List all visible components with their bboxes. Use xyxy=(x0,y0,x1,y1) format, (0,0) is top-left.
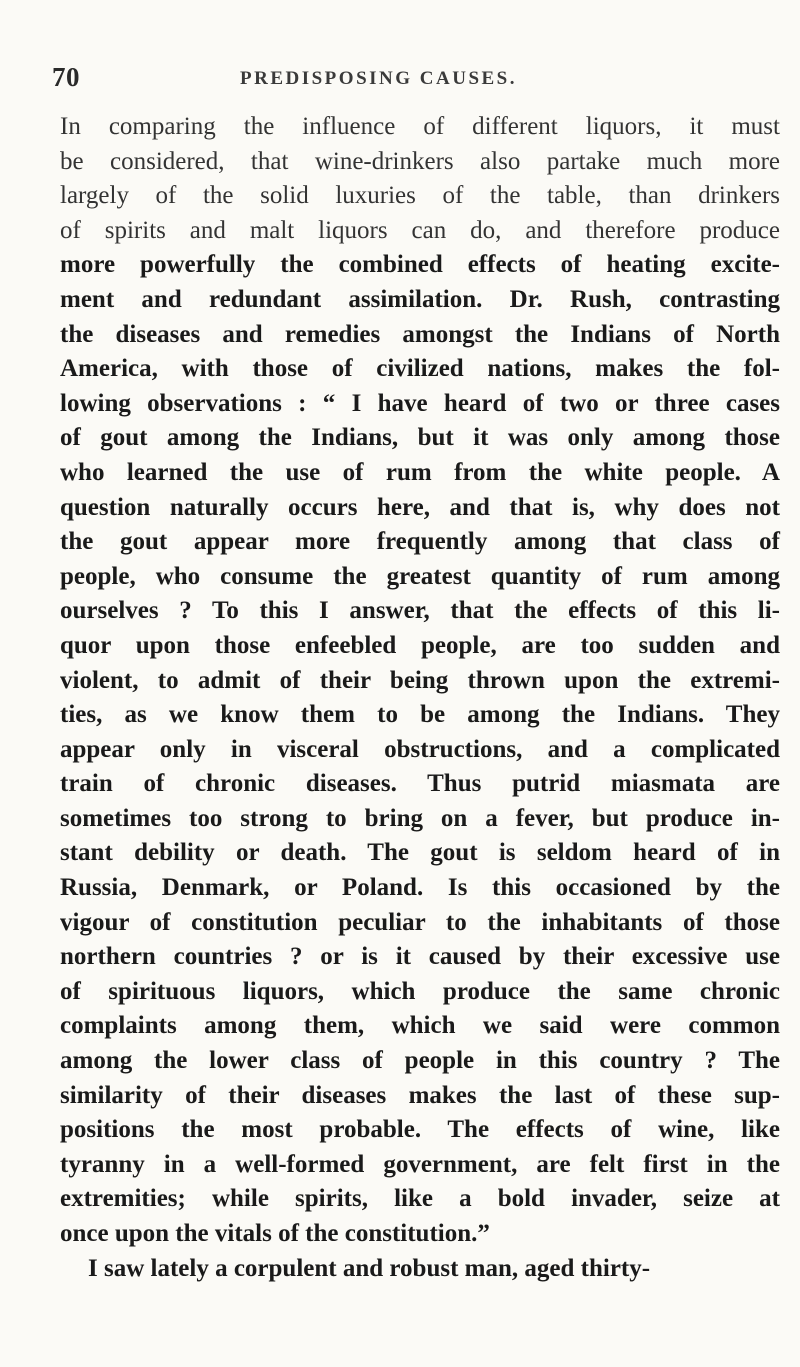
text-line: positions the most probable. The effects of wine, like xyxy=(60,1116,780,1144)
text-line: ourselves ? To this I answer, that the effects of this li- xyxy=(60,597,780,625)
text-line: question naturally occurs here, and that is, why does not xyxy=(60,493,780,521)
text-line: train of chronic diseases. Thus putrid miasmata are xyxy=(60,770,780,798)
text-line: Russia, Denmark, or Poland. Is this occasioned by the xyxy=(60,874,780,902)
text-line: who learned the use of rum from the white people. A xyxy=(60,458,780,486)
text-line: lowing observations : “ I have heard of two or three cases xyxy=(60,389,780,417)
text-line: northern countries ? or is it caused by their excessive use xyxy=(60,943,780,971)
text-line: complaints among them, which we said were common xyxy=(60,1012,780,1040)
text-line: be considered, that wine-drinkers also partake much more xyxy=(60,147,780,175)
text-line: largely of the solid luxuries of the table, than drinkers xyxy=(60,182,780,210)
text-line: the gout appear more frequently among that class of xyxy=(60,528,780,556)
text-line: the diseases and remedies amongst the Indians of North xyxy=(60,320,780,348)
page-number: 70 xyxy=(52,62,80,92)
text-line: I saw lately a corpulent and robust man, aged thirty- xyxy=(88,1254,651,1282)
text-line: of spirituous liquors, which produce the same chronic xyxy=(60,977,780,1005)
text-line: stant debility or death. The gout is seldom heard of in xyxy=(60,839,780,867)
page-header xyxy=(52,62,740,92)
text-line: of gout among the Indians, but it was only among those xyxy=(60,424,780,452)
text-line: sometimes too strong to bring on a fever, but produce in- xyxy=(60,804,780,832)
running-head: PREDISPOSING CAUSES. xyxy=(240,68,517,89)
text-line: America, with those of civilized nations, makes the fol- xyxy=(60,355,780,383)
text-line: ment and redundant assimilation. Dr. Rush, contrasting xyxy=(60,285,780,313)
text-line: once upon the vitals of the constitution.” xyxy=(60,1220,490,1247)
text-line: of spirits and malt liquors can do, and therefore produce xyxy=(60,216,780,244)
text-line: appear only in visceral obstructions, and a complicated xyxy=(60,735,780,763)
body-text xyxy=(60,110,780,1286)
text-line: tyranny in a well-formed government, are felt first in the xyxy=(60,1150,780,1178)
text-line: more powerfully the combined effects of heating excite- xyxy=(60,251,780,279)
text-line: extremities; while spirits, like a bold invader, seize at xyxy=(60,1185,780,1213)
text-line: people, who consume the greatest quantity of rum among xyxy=(60,562,780,590)
text-line: violent, to admit of their being thrown upon the extremi- xyxy=(60,666,780,694)
text-line: In comparing the influence of different liquors, it must xyxy=(60,113,780,140)
text-line: among the lower class of people in this country ? The xyxy=(60,1047,780,1075)
text-line: ties, as we know them to be among the Indians. They xyxy=(60,701,780,729)
text-line: similarity of their diseases makes the last of these sup- xyxy=(60,1081,780,1109)
text-line: vigour of constitution peculiar to the inhabitants of those xyxy=(60,908,780,936)
text-line: quor upon those enfeebled people, are too sudden and xyxy=(60,631,780,659)
